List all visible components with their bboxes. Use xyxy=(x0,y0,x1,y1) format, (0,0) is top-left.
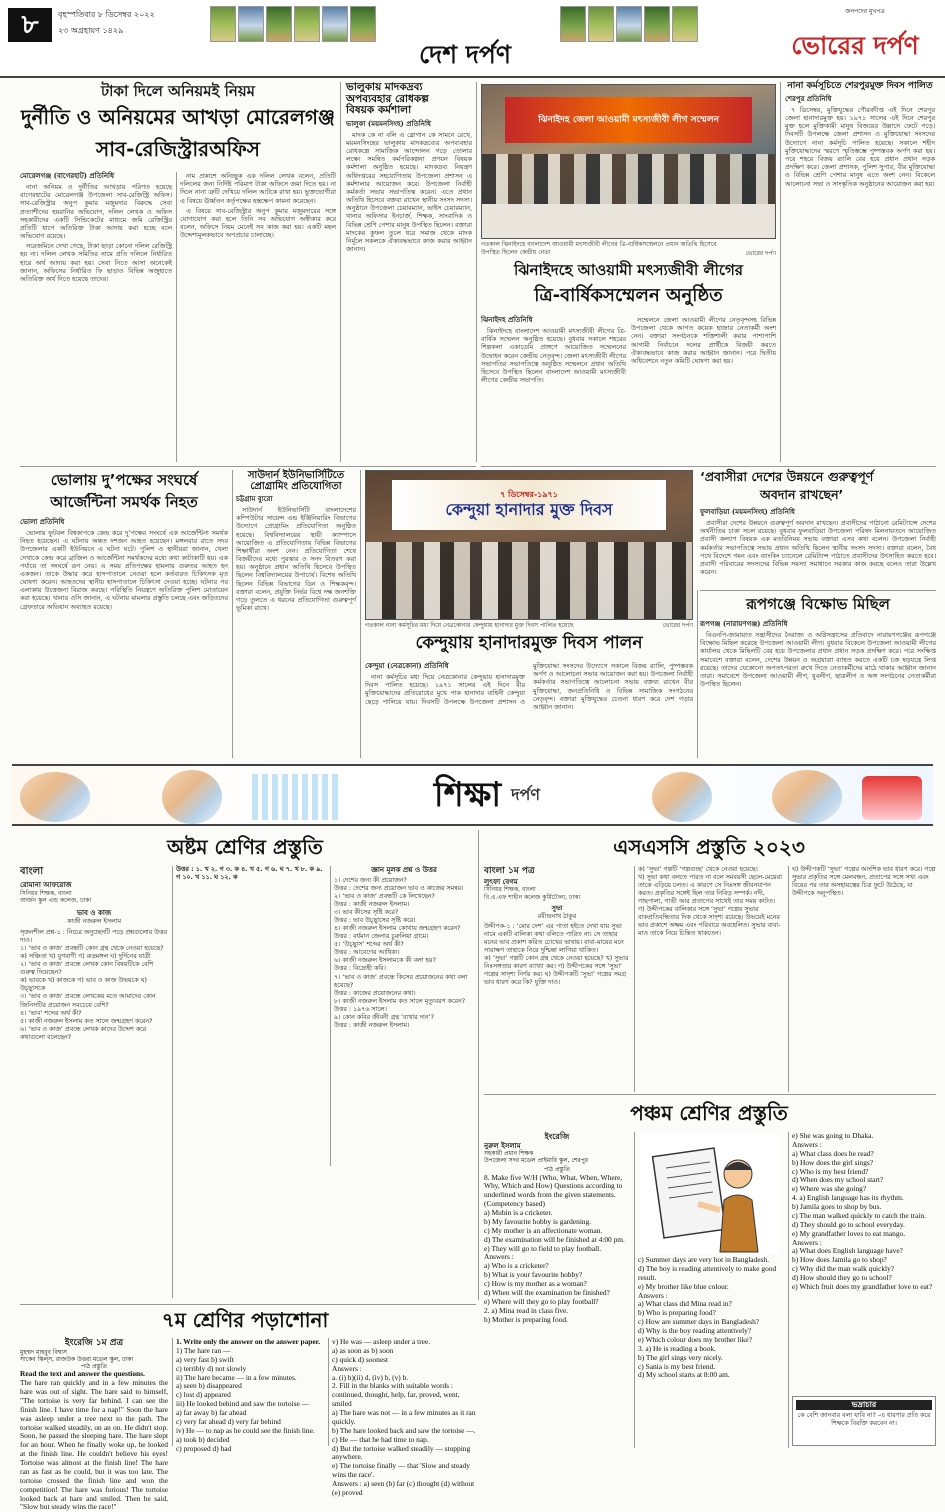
sherpur-byline: শেরপুর প্রতিনিধি xyxy=(785,93,832,103)
class5-item: a) What class does he read? xyxy=(792,1148,874,1158)
registry-kicker: টাকা দিলে অনিয়মই নিয়ম xyxy=(100,82,256,100)
drug-headline-1: ভালুকায় মাদকদ্রব্য xyxy=(346,81,423,93)
class8-question: ৩। ‘ভাব ও কাজ’ প্রবন্ধে লেখকের মতে আমাদের কোন জিনিসটির প্রয়োজন সবচেয়ে বেশি? xyxy=(20,993,156,1009)
class7-col2 xyxy=(176,1337,324,1453)
class5-item: c) The man walked quickly to catch the train. xyxy=(792,1210,926,1220)
class7-mcq2-item: e) The tortoise finally — that 'Slow and steady wins the race'. xyxy=(332,1461,470,1480)
drug-headline-3: বিষয়ক কর্মশালা xyxy=(346,104,412,117)
class5-item: d) When will the examination be finished? xyxy=(484,1287,610,1297)
jhenaidah-credit: ভোরের দর্পণ xyxy=(745,250,776,257)
tagline: জনপদের মুখপত্র xyxy=(845,8,885,15)
class7-mcq2-item: b) The hare looked back and saw the tortoise —. xyxy=(332,1425,476,1435)
southern-headline-1: সাউদার্ন ইউনিভার্সিটিতে xyxy=(247,470,345,481)
etiquette-body: কে বেশি জানবার বলা যাবি না? -এ ধারণার প্রতি করে শিক্ষকে বিরক্তি করবেন না। xyxy=(797,1412,931,1428)
class8-qa-item: উত্তর : কাজের প্রয়োজনের কথা। xyxy=(334,989,416,997)
class8-qa-item: ৭। ‘ভাব ও কাজ’ প্রবন্ধে কিসের প্রয়োজনের কথা বলা হয়েছে? xyxy=(334,973,468,989)
class5-item: Answers : xyxy=(792,1237,822,1247)
class8-qa-item: উত্তর : আবেগের আধিক্য। xyxy=(334,949,400,957)
kendua-headline: কেন্দুয়ায় হানাদারমুক্ত দিবস পালন xyxy=(415,633,643,653)
section-rule xyxy=(700,590,936,591)
class8-qa-item: উত্তর : কাজী নজরুল ইসলাম। xyxy=(334,1021,410,1029)
registry-headline-2: সাব-রেজিস্ট্রারঅফিস xyxy=(95,137,260,161)
class8-school: আর্জন স্কুল এন্ড কলেজ, ঢাকা xyxy=(20,897,92,905)
class5-list xyxy=(638,1256,784,1380)
ssc-paragraph: খ) সুভা কথা বলতে পারত না বলে সমবয়সী ছেলে-মেয়েরা তাকে এড়িয়ে চলত। এ কারণে সে নিঃসঙ্গ জীবনযাপন করত। প্রকৃতির সঙ্গেই ছিল তার নিবিড় সম্পর্ক। নদী, গাছপালা, গাভী আর প্রতাপের সাথেই তার সময় কাটত। xyxy=(638,874,782,906)
class5-list xyxy=(484,1209,630,1324)
class7-teacher: মুহম্মদ মাহবুব বিশ্বাস xyxy=(20,1348,67,1356)
ssc-teacher-role: সিনিয়র শিক্ষক, বাংলা xyxy=(484,886,536,894)
class8-qa-item: উত্তর : দেশের জন্য প্রয়োজন ভাব ও কাজের সমন্বয়। xyxy=(334,885,464,892)
ssc-paragraph: ক) ‘সুভা’ গল্পটি ‘গল্পগুচ্ছ’ থেকে নেওয়া হয়েছে। xyxy=(638,866,758,873)
class8-qa-item: ৪। কাজী নজরুল ইসলাম কোথায় জন্মগ্রহণ করেন? xyxy=(334,925,461,933)
class8-qa-item: উত্তর : বিদ্রোহী কবি। xyxy=(334,965,386,973)
class5-item: b) Who is preparing food? xyxy=(638,1308,716,1318)
class5-item: d) My school starts at 8:00 am. xyxy=(638,1370,730,1380)
ssc-paragraph: ঘ) উদ্দীপকটি ‘সুভা’ গল্পের আংশিক ভাব ধারণ করে। গল্পে সুভার প্রকৃতির সঙ্গে মেলবন্ধন, প্রতাপের সঙ্গে সখ্য এবং বিয়ের পর তার অসহায়ত্বের চিত্র ফুটে উঠেছে, যা উদ্দীপকে অনুপস্থিত। xyxy=(792,866,936,898)
jhenaidah-headline-1: ঝিনাইদহে আওয়ামী মৎস্যজীবী লীগের xyxy=(513,261,744,279)
class5-item: 2. a) Mina read in class five. xyxy=(484,1305,569,1315)
section-rule xyxy=(20,466,476,467)
education-banner xyxy=(12,764,933,826)
class5-item: e) Which colour does my brother like? xyxy=(638,1334,752,1344)
class8-qa-item: ১। দেশের জন্য কী প্রয়োজন? xyxy=(334,876,407,884)
class8-lesson: ভাব ও কাজ xyxy=(76,909,112,918)
class5-item: e) She was going to Dhaka. xyxy=(792,1131,874,1140)
probashi-headline-1: ‘প্রবাসীরা দেশের উন্নয়নে গুরুত্বপূর্ণ xyxy=(700,469,874,484)
ssc-poem-author: রবীন্দ্রনাথ ঠাকুর xyxy=(537,912,577,920)
jhenaidah-body-col1 xyxy=(481,316,626,462)
photo-table xyxy=(482,204,775,238)
jhenaidah-photo-banner: ঝিনাইদহ জেলা আওয়ামী মৎস্যজীবী লীগ সম্মেলন xyxy=(505,97,751,143)
class7-mcq-item: iii) He looked behind and saw the tortoise — xyxy=(176,1399,310,1409)
class5-item: b) Jamila goes to shop by bus. xyxy=(792,1202,882,1211)
class7-mcq-item: ii) The hare became — in a few minutes. xyxy=(176,1372,297,1382)
column-rule xyxy=(176,172,177,462)
section-rule xyxy=(481,466,936,467)
column-rule xyxy=(478,830,479,1300)
kendua-banner-title: কেন্দুয়া হানাদার মুক্ত দিবস xyxy=(445,500,613,520)
column-rule xyxy=(340,82,341,462)
bhola-body xyxy=(20,518,228,756)
masthead-thumb xyxy=(644,6,670,42)
class8-qa-item: ৫। ‘উচ্ছ্বাস’ শব্দের অর্থ কী? xyxy=(334,941,404,949)
class5-item: a) Who is a cricketer? xyxy=(484,1261,549,1271)
etiquette-note xyxy=(792,1396,936,1446)
class5-item: e) My brother like blue colour. xyxy=(638,1281,729,1291)
kendua-body xyxy=(365,662,693,758)
class8-question: ৫। কাজী নজরুল ইসলাম কত সালে জন্মগ্রহণ করেন? xyxy=(20,1017,153,1025)
class5-item: c) How are summer days in Bangladesh? xyxy=(638,1317,760,1327)
column-rule xyxy=(788,1132,789,1448)
class7-lesson: পাঠ প্রস্তুতি xyxy=(81,1363,107,1371)
class7-mcq2-item: Answers : xyxy=(332,1363,362,1373)
class5-instruction: 8. Make five W/H (Who, What, When, Where, Why, Which and How) Questions according to underlined words from the given statements. (Competency based) xyxy=(484,1172,623,1209)
class7-mcq2-item: a) The hare was not — in a few minutes as it ran quickly. xyxy=(332,1408,476,1426)
class7-mcq2 xyxy=(332,1338,476,1498)
banner-kids-illustration xyxy=(162,770,222,824)
column-rule xyxy=(360,470,361,758)
jhenaidah-body-col2 xyxy=(631,316,776,462)
class5-item: d) They should go to school everyday. xyxy=(792,1219,905,1229)
class8-qa-item: উত্তর : ভাব উচ্ছ্বাসের সৃষ্টি করে। xyxy=(334,917,416,925)
class5-item: c) Why did the man walk quickly? xyxy=(792,1264,895,1274)
class7-mcq-item: c) terribly d) not slowly xyxy=(176,1363,247,1373)
southern-article xyxy=(236,470,356,751)
class7-mcq-item: c) lost d) appeared xyxy=(176,1390,231,1400)
jhenaidah-paragraph: সম্মেলনে জেলা আওয়ামী লীগের নেতৃবৃন্দসহ বিভিন্ন উপজেলা থেকে আগত কয়েক হাজার নেতাকর্মী অংশ নেন। বক্তারা সংগঠনকে শক্তিশালী করার পাশাপাশি আগামী নির্বাচনে দলের প্রার্থীকে বিজয়ী করতে ঐক্যবদ্ধভাবে কাজ করার আহ্বান জানান। পরে দ্বিতীয় অধিবেশনে নতুন কমিটি ঘোষণা করা হয়। xyxy=(631,316,776,365)
masthead-thumb xyxy=(616,6,642,42)
class7-mcq-item: a) far away b) far ahead xyxy=(176,1408,247,1417)
class8-subject: বাংলা xyxy=(20,866,44,877)
sherpur-paragraph: ৭ ডিসেম্বর, মুক্তিযুদ্ধের গৌরবদীপ্ত এই দিনে শেরপুর জেলা হানাদারমুক্ত হয়। ১৯৭১ সালের এই দিনে শেরপুর মুক্ত হলে মুক্তিকামী মানুষ বিজয়ের উল্লাসে ফেটে পড়ে। দিবসটি উপলক্ষে জেলা প্রশাসন ও মুক্তিযোদ্ধা সংসদের উদ্যোগে নানা কর্মসূচি পালিত হয়েছে। সকালে শহীদ মুক্তিযোদ্ধাদের স্মরণে স্মৃতিস্তম্ভে পুষ্পস্তবক অর্পণ করা হয়। পরে শহরে বিজয় র‌্যালি বের হয়ে প্রধান প্রধান সড়ক প্রদক্ষিণ করে। জেলা প্রশাসক, পুলিশ সুপার, বীর মুক্তিযোদ্ধা ও বিভিন্ন শ্রেণি পেশার মানুষ এতে অংশ নেন। বিকেলে আলোচনা সভা ও সাংস্কৃতিক অনুষ্ঠানের আয়োজন করা হয়। xyxy=(785,105,935,188)
kendua-photo-banner xyxy=(392,480,666,530)
masthead-thumb xyxy=(238,6,264,42)
banner-books-graphic xyxy=(252,774,342,820)
ssc-title: এসএসসি প্রস্তুতি ২০২৩ xyxy=(613,835,805,859)
class5-item: b) How does the girl sings? xyxy=(792,1157,874,1167)
class7-mcq-item: a) seen b) disappeared xyxy=(176,1381,242,1391)
sherpur-article xyxy=(785,82,935,467)
etiquette-title: ভদ্রাচার xyxy=(796,1400,932,1410)
class5-item: b) My favourite hobby is gardening. xyxy=(484,1216,592,1226)
bhola-paragraph: ভোলায় ফুটবল বিশ্বকাপকে কেন্দ্র করে দু’পক্ষের সংঘর্ষে এক আর্জেন্টিনা সমর্থক নিহত হয়েছেন। এ ঘটনায় অন্তত দশজন আহত হয়েছেন। মঙ্গলবার রাতে সদর উপজেলার একটি ইউনিয়নে এ ঘটনা ঘটে। পুলিশ ও স্থানীয়রা জানান, খেলা দেখাকে কেন্দ্র করে ব্রাজিল ও আর্জেন্টিনা সমর্থকদের মধ্যে কথা কাটাকাটি হয়। এক পর্যায়ে তা সংঘর্ষে রূপ নেয়। এ সময় প্রতিপক্ষের হামলায় গুরুতর আহত হন একজন। তাকে উদ্ধার করে হাসপাতালে নেওয়া হলে কর্তব্যরত চিকিৎসক মৃত ঘোষণা করেন। আহতদের স্থানীয় হাসপাতালে চিকিৎসা দেওয়া হচ্ছে। ঘটনার পর এলাকায় উত্তেজনা বিরাজ করছে। পরিস্থিতি নিয়ন্ত্রণে অতিরিক্ত পুলিশ মোতায়েন করা হয়েছে। থানার ওসি জানান, এ ঘটনায় মামলার প্রস্তুতি চলছে এবং জড়িতদের গ্রেফতারে অভিযান অব্যাহত রয়েছে। xyxy=(20,528,228,611)
class7-instruction: Read the text and answer the questions. xyxy=(20,1369,145,1379)
class7-mcq2-item: Answers : a) seen (b) far (c) thought (d) without (e) proved xyxy=(332,1479,475,1497)
class8-title: অষ্টম শ্রেণির প্রস্তুতি xyxy=(167,835,323,859)
masthead-thumb xyxy=(350,6,376,42)
jhenaidah-headline-2: ত্রি-বার্ষিকসম্মেলন অনুষ্ঠিত xyxy=(534,285,723,306)
class8-question: ২। ‘ভাব ও কাজ’ প্রবন্ধে লেখক কোন বিষয়টিকে বেশি গুরুত্ব দিয়েছেন? xyxy=(20,961,154,977)
class8-qa-item: ২। ‘ভাব ও কাজ’ প্রবন্ধটি কে লিখেছেন? xyxy=(334,893,435,901)
class7-mcq-item: iv) He — to nap as he could see the finish line. xyxy=(176,1425,315,1435)
masthead-thumb xyxy=(672,6,698,42)
drug-paragraph: মাদক কে না বলি এ স্লোগান কে সামনে রেখে, ময়মনসিংহের ভালুকায় মাদকদ্রব্যের অপব্যবহার রোধকল্পে সামাজিক আন্দোলন গড়ে তোলার লক্ষ্যে সমন্বিত কর্মপরিকল্পনা প্রণয়ন বিষয়ক কর্মশালা অনুষ্ঠিত হয়েছে। মাদকদ্রব্য নিয়ন্ত্রণ অধিদপ্তরের সহযোগিতায় উপজেলা প্রশাসন এ কর্মশালার আয়োজন করে। উপজেলা নির্বাহী কর্মকর্তা সভায় সভাপতিত্ব করেন। এতে প্রধান অতিথি হিসেবে বক্তব্য রাখেন স্থানীয় সংসদ সদস্য। অনুষ্ঠানে উপজেলা চেয়ারম্যান, ভাইস চেয়ারম্যান, থানার অফিসার ইনচার্জ, শিক্ষক, সাংবাদিক ও বিভিন্ন শ্রেণি পেশার মানুষ উপস্থিত ছিলেন। বক্তারা মাদকের কুফল তুলে ধরে সমাজ থেকে মাদক নির্মূলে সকলকে ঐক্যবদ্ধভাবে কাজ করার আহ্বান জানান। xyxy=(346,130,472,254)
class5-col3 xyxy=(792,1132,936,1392)
masthead-thumb xyxy=(210,6,236,42)
kendua-caption: গতকাল নানা কর্মসূচির মধ্য দিয়ে নেত্রকোনার কেন্দুয়ায় হানাদার মুক্ত দিবস পালিত হয়েছে xyxy=(365,622,574,629)
class7-mcq2-item: 2. Fill in the blanks with suitable words : continued, thought, help, far, proved, went, smiled xyxy=(332,1381,460,1409)
class5-item: 3. a) He is reading a book. xyxy=(638,1343,716,1353)
column-rule xyxy=(634,866,635,1092)
column-rule xyxy=(172,1338,173,1446)
rupganj-byline: রূপগঞ্জ (নারায়ণগঞ্জ) প্রতিনিধি xyxy=(700,619,788,628)
masthead-thumb xyxy=(294,6,320,42)
class5-col1 xyxy=(484,1132,630,1448)
class5-col2 xyxy=(638,1256,784,1448)
class8-col2 xyxy=(176,866,326,1166)
banner-kids-illustration xyxy=(20,772,90,822)
class8-teacher-role: সিনিয়র শিক্ষক, বাংলা xyxy=(20,889,72,897)
registry-body-col2 xyxy=(180,172,336,464)
class7-col3 xyxy=(332,1337,476,1497)
class5-item: e) Where was she going? xyxy=(792,1184,867,1194)
date-line-1: বৃহস্পতিবার ৮ ডিসেম্বর ২০২২ xyxy=(58,10,155,19)
class8-qa-item: ৬। কাজী নজরুল ইসলামকে কী বলা হয়? xyxy=(334,957,436,965)
class5-item: c) My mother is an affectionate woman. xyxy=(484,1225,603,1235)
class5-item: c) Sania is my best friend. xyxy=(638,1361,716,1371)
page-number: ৮ xyxy=(8,8,52,42)
ssc-poem: সুভা xyxy=(551,904,563,912)
paper-logo: ভোরের দর্পণ xyxy=(791,31,919,60)
column-rule xyxy=(476,82,477,462)
class5-item: a) What does English language have? xyxy=(792,1246,903,1256)
class7-mcq2-item: v) He was — asleep under a tree. xyxy=(332,1337,431,1346)
kendua-photo xyxy=(365,470,693,620)
class7-mcq xyxy=(176,1347,324,1454)
jhenaidah-caption: গতকাল ঝিনাইদহে বাংলাদেশ আওয়ামী মৎস্যজীবী লীগের ত্রি-বার্ষিকসম্মেলনে প্রধান অতিথি হিসেবে উপস্থিত ছিলেন কেন্দ্রীয় নেতা xyxy=(481,241,717,256)
column-rule xyxy=(634,1132,635,1448)
photo-crowd xyxy=(366,542,692,619)
masthead xyxy=(0,0,945,78)
class5-list xyxy=(792,1132,936,1292)
class8-qa-item: ৩। ভাব কীসের সৃষ্টি করে? xyxy=(334,909,399,917)
registry-byline: মোরেলগঞ্জ (বাগেরহাট) প্রতিনিধি xyxy=(20,171,114,180)
class7-col1 xyxy=(20,1338,168,1512)
class8-answer-key: উত্তর : ১. খ ২. গ ৩. ক ৪. খ ৫. গ ৬. ঘ ৭. খ ৮. ক ৯. গ ১০. খ ১১. ঘ ১২. ক xyxy=(176,866,323,882)
class5-item: c) Summer days are very hot in Bangladesh. xyxy=(638,1255,769,1264)
class5-item: e) They will go to field to play football. xyxy=(484,1243,602,1253)
class7-school: সাকেব স্কিল্‌স, রাজউক উত্তরা মডেল স্কুল, ঢাকা xyxy=(20,1355,134,1363)
class5-item: d) The examination will be finished at 4:00 pm. xyxy=(484,1234,625,1244)
class7-mcq-item: a) took b) decided xyxy=(176,1434,230,1444)
class7-subject: ইংরেজি ১ম প্রত্র xyxy=(64,1338,124,1348)
section-rule xyxy=(484,1094,936,1095)
kendua-paragraph: নানা কর্মসূচির মধ্য দিয়ে নেত্রকোনার কেন্দুয়ায় হানাদারমুক্ত দিবস পালিত হয়েছে। ১৯৭১ সালের এই দিনে বীর মুক্তিযোদ্ধাদের প্রতিরোধের মুখে পাক হানাদার বাহিনী কেন্দুয়া ছেড়ে পালিয়ে যায়। দিবসটি উপলক্ষে উপজেলা প্রশাসন ও মুক্তিযোদ্ধা সংসদের উদ্যোগে সকালে বিজয় র‌্যালি, পুষ্পস্তবক অর্পণ ও আলোচনা সভার আয়োজন করা হয়। উপজেলা নির্বাহী কর্মকর্তার সভাপতিত্বে আলোচনা সভায় বক্তব্য রাখেন বীর মুক্তিযোদ্ধা, জনপ্রতিনিধি ও বিভিন্ন সামাজিক সংগঠনের নেতৃবৃন্দ। বক্তারা মুক্তিযুদ্ধের চেতনা ধারণ করে দেশ গড়ার আহ্বান জানান। xyxy=(365,662,693,711)
education-title-box xyxy=(362,766,612,824)
class8-teacher: রোমানা আফরোজ xyxy=(20,880,72,889)
class7-mcq-item: 1) The hare ran — xyxy=(176,1345,231,1355)
masthead-thumb xyxy=(588,6,614,42)
class5-item: c) Who is my best friend? xyxy=(792,1166,869,1176)
bhola-headline-1: ভোলায় দু’পক্ষের সংঘর্ষে xyxy=(50,471,198,489)
class8-author: কাজী নজরুল ইসলাম xyxy=(66,918,122,926)
bhola-headline-2: আর্জেন্টিনা সমর্থক নিহত xyxy=(50,493,198,511)
section-rule xyxy=(20,1304,476,1305)
ssc-paragraph: ক) ‘সুভা’ গল্পটি কোন গ্রন্থ থেকে নেওয়া হয়েছে? খ) সুভার নিঃসঙ্গতার কারণ ব্যাখ্যা কর। গ) উদ্দীপকের সঙ্গে ‘সুভা’ গল্পের সাদৃশ্য নির্ণয় কর। ঘ) উদ্দীপকটি ‘সুভা’ গল্পের সমগ্র ভাব ধারণ করে কি? যুক্তি দাও। xyxy=(484,955,629,987)
class7-q1: 1. Write only the answer on the answer paper. xyxy=(176,1337,321,1346)
masthead-thumb xyxy=(560,6,586,42)
class8-question: ৪। ‘ভাব’ শব্দের অর্থ কী? xyxy=(20,1009,82,1017)
class7-mcq-item: c) proposed d) had xyxy=(176,1443,232,1453)
banner-apple-graphic xyxy=(862,776,922,820)
ssc-col1 xyxy=(484,866,630,1092)
ssc-subject: বাংলা ১ম পত্র xyxy=(484,866,535,876)
section-title: দেশ দর্পণ xyxy=(419,40,511,69)
class5-title: পঞ্চম শ্রেণির প্রস্তুতি xyxy=(630,1101,788,1125)
registry-paragraph: এ বিষয়ে সাব-রেজিস্ট্রার অনুপ কুমার মজুমদারের সঙ্গে যোগাযোগ করা হলে তিনি সব অভিযোগ অস্বীকার করে বলেন, অফিসে নিয়ম মেনেই সব কাজ করা হয়। একটি মহল উদ্দেশ্যমূলকভাবে অপপ্রচার চালাচ্ছে। xyxy=(180,206,336,240)
class5-item: d) When does my school start? xyxy=(792,1175,884,1185)
kendua-credit: ভোরের দর্পণ xyxy=(662,622,693,629)
class5-item: b) Mother is preparing food. xyxy=(484,1314,568,1324)
class5-item: a) What class did Mina read in? xyxy=(638,1299,732,1309)
class5-item: 4. a) English language has its rhythm. xyxy=(792,1193,904,1203)
class7-mcq2-item: c) quick d) soonest xyxy=(332,1354,389,1364)
drug-article xyxy=(346,82,472,465)
class8-qa-item: উত্তর : কাজী নজরুল ইসলাম। xyxy=(334,901,410,909)
jhenaidah-byline: ঝিনাইদহ প্রতিনিধি xyxy=(481,315,533,324)
education-title: শিক্ষা xyxy=(433,774,502,815)
ssc-paragraph: গ) উদ্দীপকের বালিকার সঙ্গে ‘সুভা’ গল্পের সুভার বাকপ্রতিবন্ধিতার দিক থেকে সাদৃশ্য রয়েছে। উভয়েই মনের ভাব প্রকাশে অক্ষম এবং পরিবারে অবহেলিত। সুভার বাবা-মাও তাকে নিয়ে চিন্তিত থাকতেন। xyxy=(638,906,781,938)
class8-options: ক) ভাবকে খ) কাজকে গ) ভাব ও কাজ উভয়কে ঘ) উচ্ছ্বাসকে xyxy=(20,977,147,993)
class5-teacher: নুরুল ইসলাম xyxy=(484,1141,521,1150)
class8-qa-item: উত্তর : ১৯৭৬ সালে। xyxy=(334,1005,387,1013)
probashi-paragraph: প্রবাসীরা দেশের উন্নয়নে গুরুত্বপূর্ণ অবদান রাখছেন। প্রবাসীদের পাঠানো রেমিট্যান্সে দেশের অর্থনীতির চাকা সচল রয়েছে। বুধবার ফুলবাড়িয়া উপজেলা পরিষদ মিলনায়তনে আয়োজিত প্রবাসী কল্যাণ বিষয়ক এক মতবিনিময় সভায় বক্তারা এসব কথা বলেন। উপজেলা নির্বাহী কর্মকর্তার সভাপতিত্বে সভায় প্রধান অতিথি ছিলেন স্থানীয় সংসদ সদস্য। বক্তারা বলেন, বৈধ পথে বিদেশে গমন এবং ব্যাংকিং চ্যানেলে রেমিট্যান্স পাঠাতে প্রবাসীদের উৎসাহিত করতে হবে। প্রবাসী পরিবারের সদস্যদের বিভিন্ন সমস্যা সমাধানে সরকার কাজ করছে বলেও তারা উল্লেখ করেন। xyxy=(700,518,936,577)
sherpur-headline: নানা কর্মসূচিতে শেরপুরমুক্ত দিবস পালিত xyxy=(787,81,933,91)
class5-school: উপজেলা সদর মডেল প্রাইমারি স্কুল, শেরপুর xyxy=(484,1157,589,1165)
class5-item: e) My grandfather loves to eat mango. xyxy=(792,1228,906,1238)
class5-item: Answers : xyxy=(638,1290,668,1300)
ssc-school: বি.এ.এফ শাহীন কলেজ কুর্মিটোলা, ঢাকা xyxy=(484,894,581,902)
class7-title: ৭ম শ্রেণির পড়াশোনা xyxy=(161,1308,329,1332)
class5-item: d) The boy is reading attentively to make good result. xyxy=(638,1263,777,1282)
class8-question: সৃজনশীল প্রশ্ন-১ : নিচের অনুচ্ছেদটি পড়ে প্রশ্নগুলোর উত্তর দাও। xyxy=(20,929,168,945)
kendua-banner-date: ৭ ডিসেম্বর-১৯৭১ xyxy=(500,490,558,500)
class5-item: e) Which fruit does my grandfather love to eat? xyxy=(792,1281,933,1291)
class7-mcq-item: c) very far ahead d) very far behind xyxy=(176,1416,281,1426)
probashi-body xyxy=(700,508,936,586)
registry-paragraph: নানা অনিয়ম ও দুর্নীতির আখড়ায় পরিণত হয়েছে বাগেরহাটের মোরেলগঞ্জ উপজেলা সাব-রেজিস্ট্রি অফিস। সাব-রেজিস্ট্রার অনুপ কুমার মজুমদার বিরুদ্ধে সেবা প্রত্যাশীদের হয়রানির অভিযোগ, দলিল লেখক ও অফিস সহকারীদের একটি সিন্ডিকেটের মাধ্যমে জমি রেজিস্ট্রির প্রতিটি ধাপে অতিরিক্ত টাকা আদায় করা হচ্ছে বলে অভিযোগ রয়েছে। xyxy=(20,182,172,241)
class5-item: b) What is your favourite hobby? xyxy=(484,1270,583,1280)
class8-qa-item: ৮। কাজী নজরুল ইসলাম কত সালে মৃত্যুবরণ করেন? xyxy=(334,997,466,1005)
date-line-2: ২৩ অগ্রহায়ণ ১৪২৯ xyxy=(58,26,124,35)
class5-item: d) Why is the boy reading attentively? xyxy=(638,1326,752,1335)
registry-paragraph: নাম প্রকাশে অনিচ্ছুক এক দলিল লেখক বলেন, প্রতিটি দলিলের জন্য নির্দিষ্ট পরিমাণ টাকা অফিসে জমা দিতে হয়। না দিলে নানা ত্রুটি দেখিয়ে দলিল আটকে রাখা হয়। ভুক্তভোগীরা এ বিষয়ে ঊর্ধ্বতন কর্তৃপক্ষের হস্তক্ষেপ কামনা করেছেন। xyxy=(180,172,336,205)
drug-byline: ভালুকা (ময়মনসিংহ) প্রতিনিধি xyxy=(346,118,431,128)
rupganj-body xyxy=(700,620,936,758)
class5-teacher-role: সহকারী প্রধান শিক্ষক xyxy=(484,1149,534,1157)
masthead-thumb xyxy=(266,6,292,42)
class5-item: Answers : xyxy=(484,1252,514,1262)
registry-body-col1 xyxy=(20,172,172,464)
reading-man-icon xyxy=(640,1134,780,1254)
class7-mcq-item: a) very fast b) swift xyxy=(176,1354,234,1364)
column-rule xyxy=(697,590,698,758)
bhola-byline: ভোলা প্রতিনিধি xyxy=(20,517,65,526)
jhenaidah-paragraph: ঝিনাইদহে বাংলাদেশ আওয়ামী মৎস্যজীবী লীগের ত্রি-বার্ষিক সম্মেলন অনুষ্ঠিত হয়েছে। বুধবার সকালে শহরের শিল্পকলা একাডেমি প্রাঙ্গণে আয়োজিত সম্মেলনের উদ্বোধন করেন কেন্দ্রীয় নেতৃবৃন্দ। জেলা মৎস্যজীবী লীগের সভাপতির সভাপতিত্বে অনুষ্ঠিত সম্মেলনে প্রধান অতিথি হিসেবে উপস্থিত ছিলেন বাংলাদেশ আওয়ামী মৎস্যজীবী লীগের কেন্দ্রীয় সভাপতি। xyxy=(481,326,626,385)
class5-item: b) The girl sings very nicely. xyxy=(638,1352,723,1362)
rupganj-paragraph: বিএনপি-জামায়াত সন্ত্রাসীদের নৈরাজ্য ও অগ্নিসন্ত্রাসের প্রতিবাদে নারায়ণগঞ্জের রূপগঞ্জে বিক্ষোভ মিছিল করেছে উপজেলা আওয়ামী লীগ। বুধবার বিকেলে উপজেলা আওয়ামী লীগের কার্যালয় থেকে মিছিলটি বের হয়ে উপজেলার প্রধান প্রধান সড়ক প্রদক্ষিণ করে। পরে সংক্ষিপ্ত সমাবেশে বক্তারা বলেন, দেশের উন্নয়ন ও অগ্রযাত্রা ব্যাহত করতে একটি চক্র ষড়যন্ত্রে লিপ্ত রয়েছে। তাদের যেকোনো অপতৎপরতা রুখে দিতে নেতাকর্মীদের মাঠে থাকার আহ্বান জানান তারা। সমাবেশে উপজেলা আওয়ামী লীগ, যুবলীগ, ছাত্রলীগ ও অঙ্গ সংগঠনের নেতাকর্মীরা উপস্থিত ছিলেন। xyxy=(700,630,936,689)
masthead-photo-strip-right xyxy=(560,6,698,42)
ssc-paragraph: উদ্দীপক-১ : ‘মোর দেশ’ এর পাতা হইতে দেখা যায় সুভা নামে একটি বালিকা কথা বলিতে পারিত না। সে তাহার মনের ভাব প্রকাশ করিত চোখের ভাষায়। বাবা-মায়ের মনে সারাক্ষণ তাহাকে নিয়ে দুশ্চিন্তা লাগিয়া থাকিত। xyxy=(484,922,624,955)
class8-qa-item: ৯। কোন কবির জীবনী গ্রন্থ ‘ব্যথার দান’? xyxy=(334,1013,434,1021)
reading-illustration xyxy=(640,1134,780,1254)
column-rule xyxy=(328,1338,329,1446)
southern-byline: চট্টগ্রাম ব্যুরো xyxy=(236,494,273,503)
class5-item: b) How does Jamila go to shop? xyxy=(792,1255,887,1265)
class8-qa-title: জ্ঞান মূলক প্রশ্ন ও উত্তর xyxy=(371,866,437,874)
class8-qa-col xyxy=(334,866,474,1166)
class8-qa-list xyxy=(334,877,474,1030)
masthead-thumb xyxy=(322,6,348,42)
probashi-byline: ফুলবাড়িয়া (ময়মনসিংহ) প্রতিনিধি xyxy=(700,507,795,516)
column-rule xyxy=(788,866,789,1092)
column-rule xyxy=(330,866,331,1166)
class5-item: d) How should they go to school? xyxy=(792,1273,892,1282)
southern-headline-2: প্রোগ্রামিং প্রতিযোগিতা xyxy=(250,481,342,492)
class8-qa-item: উত্তর : বর্ধমান জেলার চুরুলিয়া গ্রামে। xyxy=(334,933,429,941)
education-subtitle: দর্পণ xyxy=(511,785,541,804)
rupganj-headline: রূপগঞ্জে বিক্ষোভ মিছিল xyxy=(746,595,890,613)
class7-mcq2-item: c) He — that he had time to nap. xyxy=(332,1434,429,1444)
kendua-byline: কেন্দুয়া (নেত্রকোনা) প্রতিনিধি xyxy=(365,661,449,670)
class8-col1 xyxy=(20,866,168,1300)
class7-mcq2-item: d) But the tortoise walked steadily — stopping anywhere. xyxy=(332,1443,471,1462)
class8-question: ৬। ‘ভাব ও কাজ’ প্রবন্ধে লেখক কাদের উদ্দেশ করে কথাগুলো বলেছেন? xyxy=(20,1025,147,1041)
class8-options: ক) সঞ্চিতা খ) যুগবাণী গ) রুদ্রমঙ্গল ঘ) দুর্দিনের যাত্রী xyxy=(20,953,151,961)
class7-mcq2-item: a. (i) b)(ii) d, (iv) b, (v) b. xyxy=(332,1372,409,1382)
class5-lesson: পাঠ প্রস্তুতি xyxy=(544,1166,570,1174)
masthead-photo-strip-left xyxy=(210,6,376,42)
banner-kids-illustration xyxy=(652,772,712,822)
southern-paragraph: সাউদার্ন ইউনিভার্সিটি বাংলাদেশের কম্পিউটার সায়েন্স এন্ড ইঞ্জিনিয়ারিং বিভাগের উদ্যোগে প্রোগ্রামিং প্রতিযোগিতা অনুষ্ঠিত হয়েছে। বিশ্ববিদ্যালয়ের স্থায়ী ক্যাম্পাসে আয়োজিত এ প্রতিযোগিতায় বিভিন্ন বিভাগের শিক্ষার্থীরা অংশ নেন। প্রতিযোগিতা শেষে বিজয়ীদের মধ্যে পুরস্কার ও সনদ বিতরণ করা হয়। অনুষ্ঠানে প্রধান অতিথি হিসেবে উপস্থিত ছিলেন বিশ্ববিদ্যালয়ের উপাচার্য। বিশেষ অতিথি ছিলেন বিভিন্ন বিভাগের ডিন ও শিক্ষকবৃন্দ। বক্তারা বলেন, প্রযুক্তি নির্ভর বিশ্বে দক্ষ জনশক্তি গড়ে তুলতে এ ধরনের প্রতিযোগিতা গুরুত্বপূর্ণ ভূমিকা রাখে। xyxy=(236,505,356,613)
column-rule xyxy=(780,82,781,462)
class8-question: ১। ‘ভাব ও কাজ’ প্রবন্ধটি কোন গ্রন্থ থেকে নেওয়া হয়েছে? xyxy=(20,945,164,953)
class5-item: e) Where will they go to play football? xyxy=(484,1296,599,1306)
probashi-headline-2: অবদান রাখছেন’ xyxy=(760,487,844,502)
class7-mcq2-item: a) as soon as b) soon xyxy=(332,1345,394,1355)
registry-paragraph: সরেজমিনে দেখা গেছে, টাকা ছাড়া কোনো দলিল রেজিস্ট্রি হয় না। দলিল লেখক সমিতির নামে প্রতি দলিলে নির্ধারিত হারে অর্থ আদায় করা হয়। সেবা নিতে আসা অনেকেই জানান, অফিসের নির্ধারিত ফি ছাড়াও বিভিন্ন অজুহাতে অতিরিক্ত অর্থ দিতে হয়েছে তাদের। xyxy=(20,242,172,284)
column-rule xyxy=(232,470,233,758)
ssc-teacher: লুৎফা বেগম xyxy=(484,877,518,886)
class5-subject: ইংরেজি xyxy=(544,1132,570,1141)
banner-kids-illustration xyxy=(772,770,842,824)
class5-item: Answers : xyxy=(792,1139,822,1149)
drug-headline-2: অপব্যবহার রোধকল্প xyxy=(346,92,429,105)
class7-story: The hare ran quickly and in a few minutes the hare was out of sight. The hare said to himself, "The tortoise is very far behind. I can see the finish line. I have time for a nap!" Soon the hare was asleep under a tree next to the path. The tortoise walked steadily, on an on. He didn't stop. Soon, he passed the sleeping hare. The hare slept for an hour. When he finally woke up, he looked at the finish line. He couldn't believe his eyes! Tortoise was almost at the finish line! The hare ran as fast as he could, but it was too late. The tortoise crossed the finish line and won the competition! The hare was furious! The tortoise looked back at hare and smiled. Then he said, "Slow but steady wins the race!" xyxy=(20,1378,168,1512)
column-rule xyxy=(172,866,173,1298)
ssc-col3 xyxy=(792,866,936,1092)
ssc-col2 xyxy=(638,866,784,1092)
class5-item: a) Mubin is a cricketer. xyxy=(484,1208,553,1218)
class5-item: c) How is my mother as a woman? xyxy=(484,1279,587,1289)
jhenaidah-photo xyxy=(481,84,776,239)
registry-headline-1: দুর্নীতি ও অনিয়মের আখড়া মোরেলগঞ্জ xyxy=(20,105,336,129)
